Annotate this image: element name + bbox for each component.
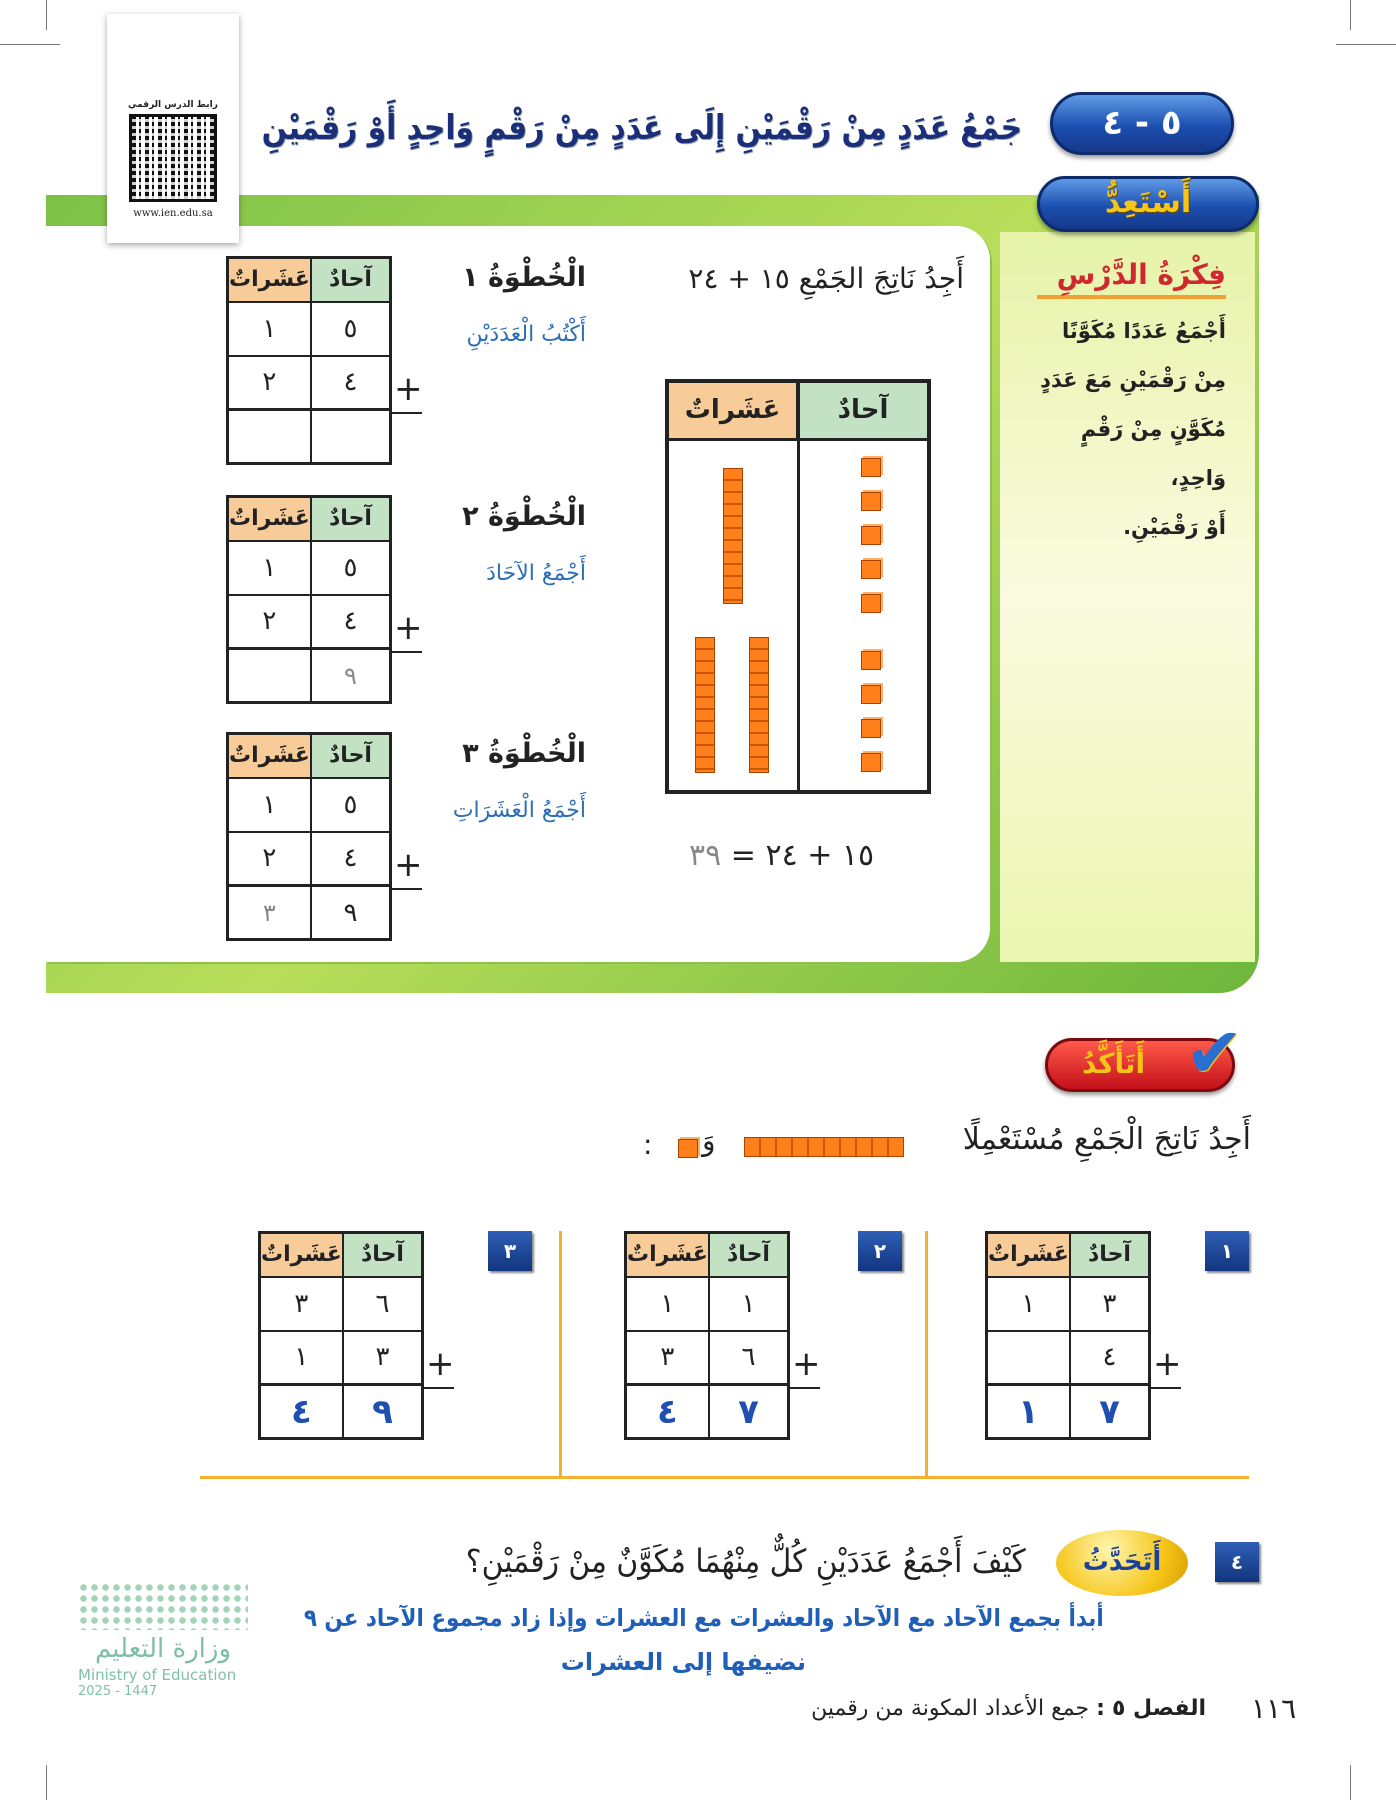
ones-cell: ٥	[311, 541, 391, 595]
ones-cell: ٦	[709, 1331, 789, 1385]
idea-text	[1026, 307, 1226, 552]
tens-header: عَشَراتٌ	[228, 497, 311, 541]
qr-card[interactable]	[107, 14, 239, 243]
tens-cell: ٢	[228, 356, 311, 410]
lesson-number-badge: ٥ - ٤	[1050, 92, 1234, 155]
ones-sum-cell: ٧	[709, 1385, 789, 1439]
tens-header: عَشَراتٌ	[228, 258, 311, 302]
plus-sign: +	[792, 1344, 821, 1384]
lesson-title: جَمْعُ عَدَدٍ مِنْ رَقْمَيْنِ إِلَى عَدَدٍ مِنْ رَقْمٍ وَاحِدٍ أَوْ رَقْمَيْنِ	[261, 108, 1022, 148]
place-value-table	[226, 732, 392, 941]
sum-line	[788, 1387, 820, 1389]
unit-cube	[861, 685, 881, 704]
plus-sign: +	[394, 845, 423, 885]
plus-sign: +	[426, 1344, 455, 1384]
step-instruction: أَجْمَعُ الآحَادَ	[486, 561, 586, 586]
tens-sum-cell	[228, 649, 311, 703]
divider	[200, 1476, 1249, 1479]
ones-cell: ٣	[1070, 1277, 1150, 1331]
talk-answer-line1: أبدأ بجمع الآحاد مع الآحاد والعشرات مع العشرات وإذا زاد مجموع الآحاد عن ٩	[304, 1604, 1104, 1632]
step-instruction: أَكْتُبُ الْعَدَدَيْنِ	[466, 322, 586, 347]
footer-separator: :	[1096, 1696, 1105, 1721]
talk-bubble: أَتَحَدَّثُ	[1056, 1530, 1188, 1596]
crop-mark	[0, 44, 60, 45]
tens-cell	[987, 1331, 1070, 1385]
step-label: الْخُطْوَةُ ١	[462, 262, 586, 293]
ones-header: آحادٌ	[709, 1233, 789, 1277]
example-equation	[689, 838, 874, 873]
tens-header: عَشَراتٌ	[626, 1233, 709, 1277]
tens-cell: ١	[626, 1277, 709, 1331]
idea-line: أَوْ رَقْمَيْنِ.	[1123, 515, 1226, 539]
ten-rod-icon	[744, 1137, 904, 1157]
tens-cell: ١	[228, 778, 311, 832]
tens-sum-cell: ٤	[626, 1385, 709, 1439]
tens-cell: ٣	[626, 1331, 709, 1385]
tens-header: عَشَراتٌ	[987, 1233, 1070, 1277]
ministry-logo	[78, 1582, 248, 1699]
crop-mark	[1350, 0, 1351, 30]
column-divider	[797, 383, 800, 790]
chapter-title: جمع الأعداد المكونة من رقمين	[811, 1696, 1090, 1721]
ones-cell: ٤	[1070, 1331, 1150, 1385]
check-instruction: أَجِدُ نَاتِجَ الْجَمْعِ مُسْتَعْمِلًا	[962, 1122, 1251, 1157]
checkmark-icon: ✔	[1185, 1012, 1244, 1094]
place-value-table	[226, 256, 392, 465]
unit-cube	[861, 753, 881, 772]
tens-sum-cell: ١	[987, 1385, 1070, 1439]
ones-header: آحادٌ	[1070, 1233, 1150, 1277]
tens-sum-cell: ٤	[260, 1385, 343, 1439]
and-text: وَ	[702, 1124, 716, 1157]
step-instruction: أَجْمَعُ الْعَشَرَاتِ	[452, 798, 586, 823]
idea-line: مُكَوَّنٍ مِنْ رَقْمٍ وَاحِدٍ،	[1080, 417, 1226, 490]
unit-cube	[861, 560, 881, 579]
question-number-badge: ٤	[1215, 1542, 1259, 1582]
ten-rod	[695, 637, 715, 773]
example-question: أَجِدُ نَاتِجَ الجَمْعِ ١٥ + ٢٤	[688, 262, 964, 295]
tens-header: عَشَراتٌ	[669, 383, 799, 441]
idea-title: فِكْرَةُ الدَّرْسِ	[1037, 258, 1226, 299]
equation-answer: ٣٩	[689, 838, 722, 873]
tens-cell: ١	[260, 1331, 343, 1385]
unit-cube	[861, 651, 881, 670]
unit-cube-icon	[678, 1139, 698, 1158]
base-ten-blocks-chart	[665, 379, 931, 794]
place-value-table	[226, 495, 392, 704]
ones-cell: ٥	[311, 778, 391, 832]
unit-cube	[861, 719, 881, 738]
unit-cube	[861, 594, 881, 613]
idea-line: أَجْمَعُ عَدَدًا مُكَوَّنًا	[1062, 319, 1226, 343]
place-value-table	[985, 1231, 1151, 1440]
ones-sum-cell	[311, 410, 391, 464]
qr-url[interactable]: www.ien.edu.sa	[133, 208, 213, 219]
tens-cell: ٢	[228, 595, 311, 649]
exercise-number-badge: ٣	[488, 1231, 532, 1271]
sum-line	[390, 412, 422, 414]
prepare-badge: أَسْتَعِدُّ	[1037, 176, 1259, 232]
tens-cell: ٢	[228, 832, 311, 886]
ministry-english: Ministry of Education	[78, 1666, 237, 1684]
exercise-number-badge: ١	[1205, 1231, 1249, 1271]
divider	[559, 1231, 562, 1477]
tens-sum-cell: ٣	[228, 886, 311, 940]
plus-sign: +	[394, 369, 423, 409]
colon-text: :	[643, 1128, 653, 1161]
ones-sum-cell: ٧	[1070, 1385, 1150, 1439]
tens-header: عَشَراتٌ	[228, 734, 311, 778]
plus-sign: +	[394, 608, 423, 648]
ministry-emblem-icon	[78, 1582, 248, 1630]
lesson-idea	[1026, 258, 1226, 552]
ones-cell: ٦	[343, 1277, 423, 1331]
ones-header: آحادٌ	[311, 497, 391, 541]
ones-cell: ٣	[343, 1331, 423, 1385]
sum-line	[390, 651, 422, 653]
ten-rod	[749, 637, 769, 773]
equation-text: ١٥ + ٢٤ =	[730, 838, 875, 873]
crop-mark	[46, 0, 47, 30]
step-label: الْخُطْوَةُ ٢	[462, 501, 586, 532]
ones-cell: ٤	[311, 832, 391, 886]
check-badge: أَتَأَكَّدُ	[1045, 1038, 1235, 1092]
chapter-label: الفصل ٥	[1111, 1696, 1206, 1721]
tens-cell: ١	[228, 302, 311, 356]
ones-sum-cell: ٩	[343, 1385, 423, 1439]
ones-cell: ٤	[311, 595, 391, 649]
step-label: الْخُطْوَةُ ٣	[462, 738, 586, 769]
qr-code-icon[interactable]	[129, 114, 217, 202]
page-number: ١١٦	[1251, 1692, 1297, 1725]
ten-rod	[723, 468, 743, 604]
ones-cell: ٤	[311, 356, 391, 410]
divider	[925, 1231, 928, 1477]
crop-mark	[1336, 44, 1396, 45]
place-value-table	[258, 1231, 424, 1440]
talk-question: كَيْفَ أَجْمَعُ عَدَدَيْنِ كُلٌّ مِنْهُمَا مُكَوَّنٌ مِنْ رَقْمَيْنِ؟	[466, 1542, 1026, 1580]
ones-header: آحادٌ	[799, 383, 927, 441]
idea-line: مِنْ رَقْمَيْنِ مَعَ عَدَدٍ	[1040, 368, 1226, 392]
ones-header: آحادٌ	[311, 734, 391, 778]
unit-cube	[861, 458, 881, 477]
footer-chapter	[811, 1696, 1206, 1721]
tens-cell: ٣	[260, 1277, 343, 1331]
ones-sum-cell: ٩	[311, 886, 391, 940]
plus-sign: +	[1153, 1344, 1182, 1384]
unit-cube	[861, 492, 881, 511]
ones-cell: ٥	[311, 302, 391, 356]
ones-cell: ١	[709, 1277, 789, 1331]
place-value-table	[624, 1231, 790, 1440]
tens-cell: ١	[987, 1277, 1070, 1331]
talk-answer-line2: نضيفها إلى العشرات	[560, 1648, 806, 1676]
sum-line	[422, 1387, 454, 1389]
ones-header: آحادٌ	[343, 1233, 423, 1277]
ones-header: آحادٌ	[311, 258, 391, 302]
unit-cube	[861, 526, 881, 545]
ministry-year: 2025 - 1447	[78, 1684, 158, 1699]
tens-sum-cell	[228, 410, 311, 464]
ministry-arabic: وزارة التعليم	[94, 1634, 232, 1664]
qr-label: رابط الدرس الرقمي	[128, 100, 218, 110]
exercise-number-badge: ٢	[858, 1231, 902, 1271]
tens-cell: ١	[228, 541, 311, 595]
sum-line	[390, 888, 422, 890]
crop-mark	[1350, 1765, 1351, 1800]
sum-line	[1149, 1387, 1181, 1389]
tens-header: عَشَراتٌ	[260, 1233, 343, 1277]
crop-mark	[46, 1765, 47, 1800]
ones-sum-cell: ٩	[311, 649, 391, 703]
